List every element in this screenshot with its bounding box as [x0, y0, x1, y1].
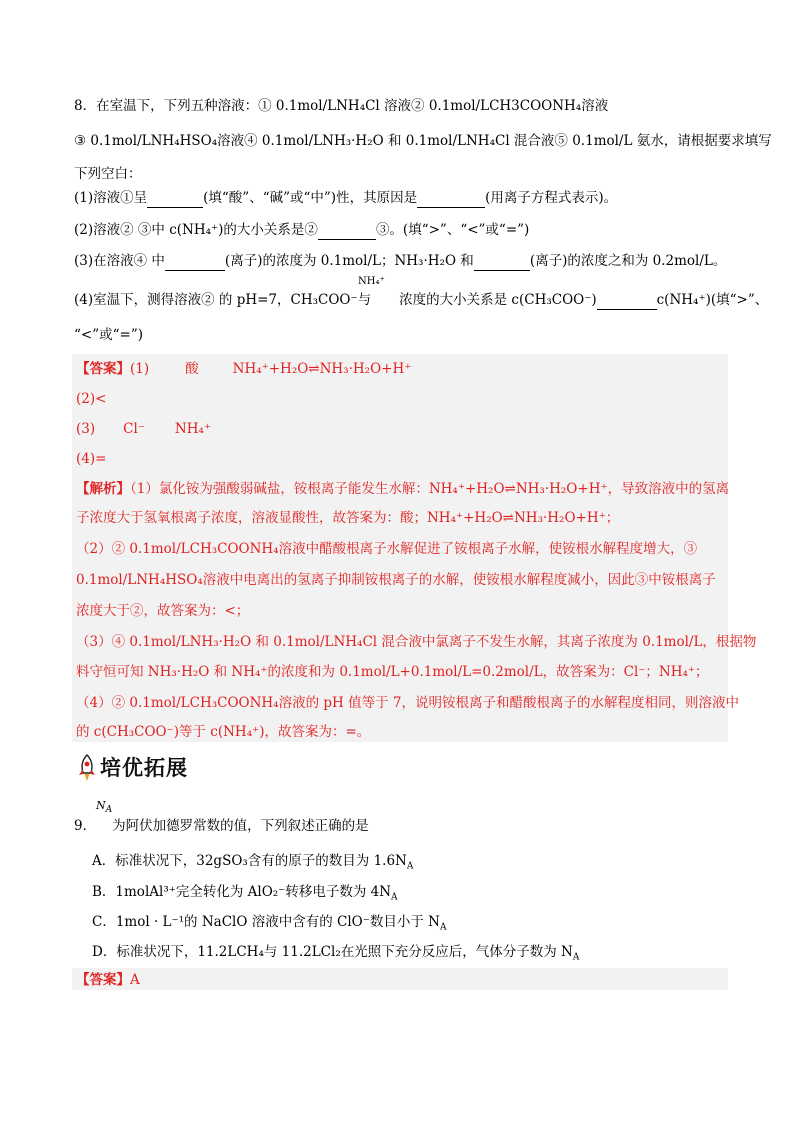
q9-option-a-text: A．标准状况下，32gSO₃含有的原子的数目为 1.6N [92, 853, 407, 869]
analysis8-line8: （4）② 0.1mol/LCH₃COONH₄溶液的 pH 值等于 7，说明铵根离子和醋酸根离子的水解程度相同，则溶液中 [76, 695, 739, 711]
q8-part4-text-a: (4)室温下，测得溶液② 的 pH=7，CH₃COO⁻与 [74, 292, 372, 308]
q8-line3: 下列空白： [74, 166, 142, 182]
answer8-a1-value: 酸 [185, 361, 199, 377]
q8-part2-text-a: (2)溶液② ③中 c(NH₄⁺)的大小关系是② [74, 222, 318, 238]
answer8-a3-value1: Cl⁻ [123, 421, 145, 437]
analysis8-line7: 料守恒可知 NH₃·H₂O 和 NH₄⁺的浓度和为 0.1mol/L+0.1mol/L=0.2mol/L，故答案为：Cl⁻；NH₄⁺； [76, 664, 709, 680]
answer8-line3 [76, 419, 211, 439]
q9-option-b-text: B．1molAl³⁺完全转化为 AlO₂⁻转移电子数为 4N [92, 884, 392, 900]
answer9-value: A [130, 972, 140, 988]
q9-na-sub: A [105, 805, 113, 816]
q8-blank-4 [165, 256, 225, 271]
q9-number: 9． [74, 818, 97, 834]
q8-part2-text-b: ③。(填“>”、“<”或“=”) [375, 222, 530, 238]
analysis8-line4: 0.1mol/LNH₄HSO₄溶液中电离出的氢离子抑制铵根离子的水解，使铵根水解程度减小，因此③中铵根离子 [76, 572, 716, 588]
q9-option-c-sub: A [439, 922, 447, 933]
q9-option-b-sub: A [391, 892, 398, 903]
q8-line1: 8．在室温下，下列五种溶液：① 0.1mol/LNH₄Cl 溶液② 0.1mol/LCH3COONH₄溶液 [74, 98, 609, 114]
q9-stem-line [74, 816, 369, 836]
q8-part1-text-b: (填“酸”、“碱”或“中”)性，其原因是 [203, 190, 418, 206]
analysis8-text-1: （1）氯化铵为强酸弱碱盐，铵根离子能发生水解：NH₄⁺+H₂O⇌NH₃·H₂O+H⁺，导致溶液中的氢离 [130, 481, 730, 497]
answer8-line2: (2)< [76, 391, 107, 407]
answer8-a3-num: (3) [76, 421, 96, 437]
q8-part3-text-b: (离子)的浓度为 0.1mol/L；NH₃·H₂O 和 [224, 253, 474, 269]
answer9-line [76, 970, 140, 990]
answer9-block [72, 968, 728, 990]
q8-part3 [74, 251, 726, 271]
answer8-a1-num: (1) [130, 361, 150, 377]
q9-option-c[interactable] [92, 912, 446, 938]
answer8-tag: 【答案】 [76, 361, 130, 377]
section-title: 培优拓展 [100, 756, 188, 780]
q8-part1-text-c: (用离子方程式表示)。 [485, 190, 618, 206]
rocket-icon [78, 754, 96, 780]
q9-stem: 为阿伏加德罗常数的值，下列叙述正确的是 [112, 818, 369, 834]
q9-option-a-sub: A [406, 861, 414, 872]
answer8-line1 [76, 359, 411, 379]
q8-blank-6 [597, 295, 657, 310]
q9-option-d[interactable] [92, 942, 579, 968]
analysis8-line1 [76, 479, 729, 499]
q8-blank-5 [474, 256, 530, 271]
analysis8-line9: 的 c(CH₃COO⁻)等于 c(NH₄⁺)，故答案为：=。 [76, 724, 371, 740]
q8-part1 [74, 188, 617, 208]
q8-part2 [74, 220, 529, 240]
answer8-line4: (4)= [76, 451, 107, 467]
analysis8-line6: （3）④ 0.1mol/LNH₃·H₂O 和 0.1mol/LNH₄Cl 混合液中氯离子不发生水解，其离子浓度为 0.1mol/L，根据物 [76, 634, 757, 650]
analysis8-line2: 子浓度大于氢氧根离子浓度，溶液显酸性，故答案为：酸；NH₄⁺+H₂O⇌NH₃·H₂O+H⁺； [76, 510, 620, 526]
q8-part4 [74, 290, 768, 310]
q8-part4-nh4-formula: NH₄⁺ [358, 276, 385, 287]
q9-option-a[interactable] [92, 851, 413, 877]
q8-part3-text-c: (离子)的浓度之和为 0.2mol/L。 [529, 253, 727, 269]
q9-option-d-sub: A [572, 952, 580, 963]
analysis8-tag: 【解析】 [76, 481, 130, 497]
analysis8-line3: （2）② 0.1mol/LCH₃COONH₄溶液中醋酸根离子水解促进了铵根离子水解，使铵根水解程度增大，③ [76, 541, 698, 557]
analysis8-line5: 浓度大于②，故答案为：<； [76, 603, 250, 619]
q8-line2: ③ 0.1mol/LNH₄HSO₄溶液④ 0.1mol/LNH₃·H₂O 和 0.1mol/LNH₄Cl 混合液⑤ 0.1mol/L 氨水，请根据要求填写 [74, 133, 772, 149]
q8-part1-text-a: (1)溶液①呈 [74, 190, 148, 206]
answer9-tag: 【答案】 [76, 972, 130, 988]
q8-blank-1 [147, 193, 203, 208]
q8-part4-text-c: c(NH₄⁺)(填“>”、 [656, 292, 769, 308]
q8-part4-text-b: 浓度的大小关系是 c(CH₃COO⁻) [399, 292, 597, 308]
q9-na-letter: N [96, 799, 106, 812]
q8-blank-3 [318, 225, 376, 240]
answer8-a3-value2: NH₄⁺ [174, 421, 212, 437]
q8-part3-text-a: (3)在溶液④ 中 [74, 253, 165, 269]
q8-blank-2 [417, 193, 485, 208]
q9-option-c-text: C．1mol · L⁻¹的 NaClO 溶液中含有的 ClO⁻数目小于 N [92, 914, 440, 930]
q9-na-symbol [96, 800, 112, 816]
q8-part4-cont: “<”或“=”) [74, 327, 143, 343]
q9-option-b[interactable] [92, 882, 398, 908]
answer8-a1-equation: NH₄⁺+H₂O⇌NH₃·H₂O+H⁺ [232, 361, 412, 377]
q9-option-d-text: D．标准状况下，11.2LCH₄与 11.2LCl₂在光照下充分反应后，气体分子数为 N [92, 944, 573, 960]
section-header [78, 752, 188, 782]
